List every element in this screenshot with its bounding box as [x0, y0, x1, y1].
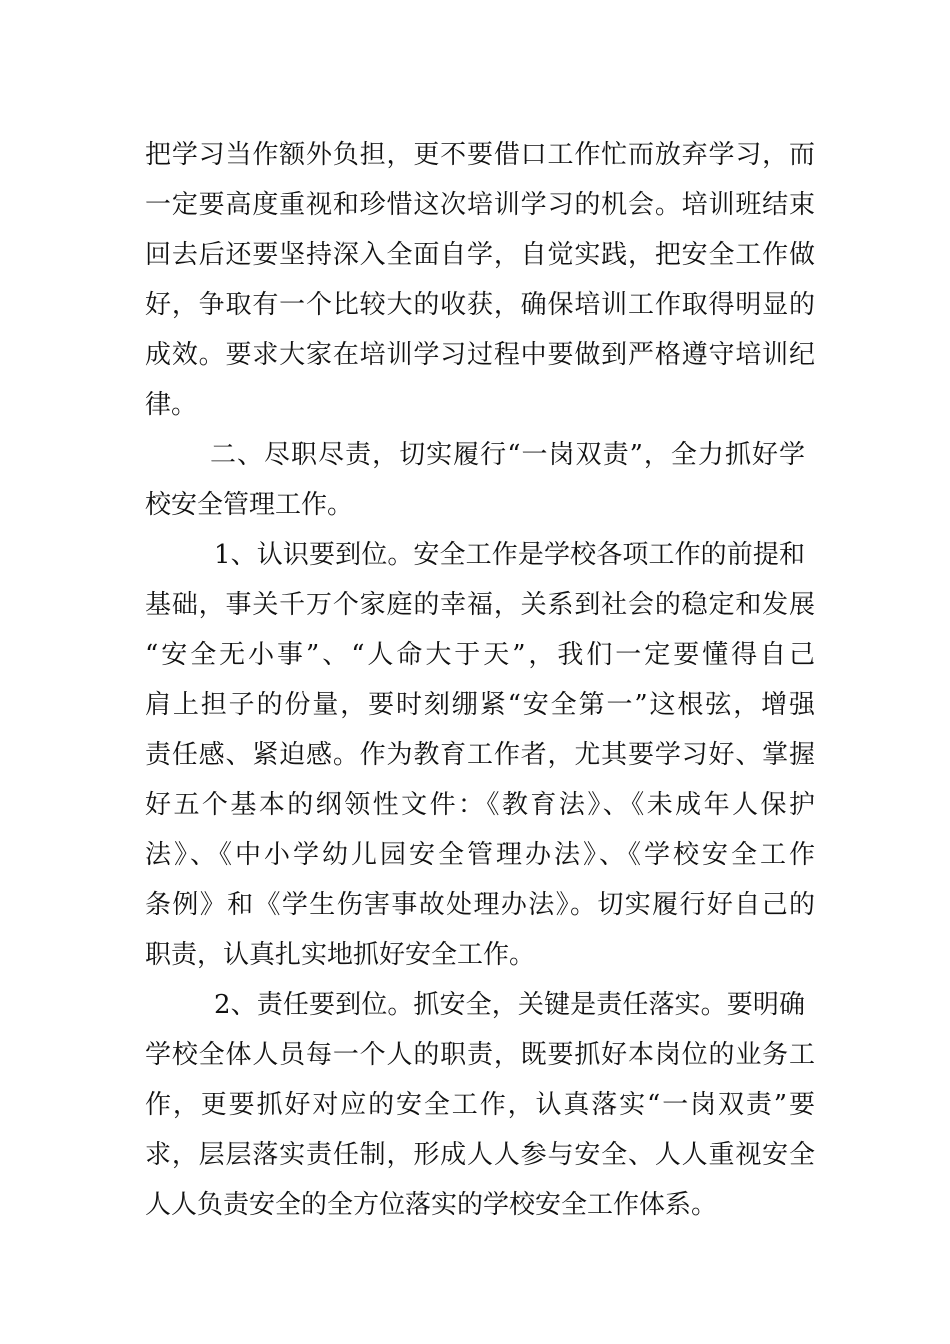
text-line: 好五个基本的纲领性文件：《教育法》、《未成年人保护: [145, 790, 815, 820]
text-line: 把学习当作额外负担，更不要借口工作忙而放弃学习，而: [145, 140, 815, 170]
text-line: “安全无小事”、“人命大于天”，我们一定要懂得自己: [145, 640, 815, 670]
text-line: 1、认识要到位。安全工作是学校各项工作的前提和: [214, 540, 805, 570]
text-line: 条例》和《学生伤害事故处理办法》。切实履行好自己的: [145, 890, 815, 920]
text-line: 法》、《中小学幼儿园安全管理办法》、《学校安全工作: [145, 840, 815, 870]
section-heading-line: 校安全管理工作。: [145, 490, 354, 520]
text-line: 成效。要求大家在培训学习过程中要做到严格遵守培训纪: [145, 340, 815, 370]
text-line: 作，更要抓好对应的安全工作，认真落实“一岗双责”要: [145, 1090, 815, 1120]
text-line: 好，争取有一个比较大的收获，确保培训工作取得明显的: [145, 290, 815, 320]
text-line: 职责，认真扎实地抓好安全工作。: [145, 940, 536, 970]
text-line: 律。: [145, 390, 198, 420]
text-line: 2、责任要到位。抓安全，关键是责任落实。要明确: [214, 990, 805, 1020]
text-line: 回去后还要坚持深入全面自学，自觉实践，把安全工作做: [145, 240, 815, 270]
text-line: 肩上担子的份量，要时刻绷紧“安全第一”这根弦，增强: [145, 690, 815, 720]
section-heading-line: 二、尽职尽责，切实履行“一岗双责”，全力抓好学: [210, 440, 805, 470]
text-line: 基础，事关千万个家庭的幸福，关系到社会的稳定和发展: [145, 590, 815, 620]
text-line: 责任感、紧迫感。作为教育工作者，尤其要学习好、掌握: [145, 740, 815, 770]
text-line: 求，层层落实责任制，形成人人参与安全、人人重视安全: [145, 1140, 815, 1170]
text-line: 一定要高度重视和珍惜这次培训学习的机会。培训班结束: [145, 190, 815, 220]
text-line: 人人负责安全的全方位落实的学校安全工作体系。: [145, 1190, 718, 1220]
text-line: 学校全体人员每一个人的职责，既要抓好本岗位的业务工: [145, 1040, 815, 1070]
